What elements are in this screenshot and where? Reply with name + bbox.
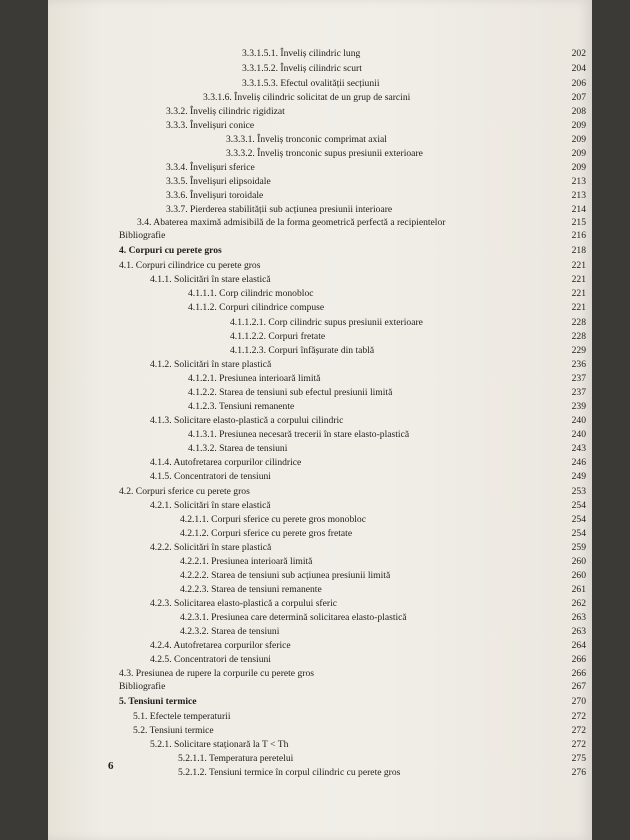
toc-entry-page: 218 — [571, 245, 586, 256]
toc-entry-label: 4.2.2.1. Presiunea interioară limită — [180, 556, 313, 567]
toc-entry-label: 4.2.2. Solicitări în stare plastică — [150, 542, 272, 553]
toc-entry — [150, 274, 586, 286]
toc-entry-label: 4.1.5. Concentratori de tensiuni — [150, 471, 271, 482]
toc-entry — [178, 753, 586, 765]
toc-entry-label: 4.2.3. Solicitarea elasto-plastică a corpului sferic — [150, 598, 338, 609]
toc-entry — [188, 401, 586, 413]
toc-entry-page: 275 — [571, 753, 586, 764]
toc-entry-page: 259 — [571, 542, 586, 553]
toc-entry-page: 262 — [571, 598, 586, 609]
toc-entry-page: 213 — [571, 190, 586, 201]
toc-entry-label: 3.3.1.5.1. Înveliș cilindric lung — [242, 48, 361, 59]
toc-entry — [166, 204, 586, 216]
toc-entry-label: 3.3.1.5.3. Efectul ovalității secțiunii — [242, 78, 380, 89]
toc-entry — [178, 767, 586, 779]
toc-entry-label: 3.3.7. Pierderea stabilității sub acțiunea presiunii interioare — [166, 204, 393, 215]
toc-entry-label: 4.3. Presiunea de rupere la corpurile cu perete gros — [119, 668, 314, 679]
toc-entry-page: 267 — [571, 681, 586, 692]
toc-entry-page: 266 — [571, 668, 586, 679]
toc-entry-label: 3.3.4. Învelișuri sferice — [166, 162, 255, 173]
toc-entry — [150, 598, 586, 610]
toc-entry — [166, 190, 586, 202]
toc-entry — [119, 230, 586, 242]
toc-entry-page: 216 — [571, 230, 586, 241]
toc-entry-page: 272 — [571, 739, 586, 750]
toc-entry — [150, 500, 586, 512]
toc-entry — [150, 654, 586, 666]
toc-entry — [242, 48, 586, 60]
toc-entry-page: 253 — [571, 486, 586, 497]
toc-entry-label: 4.2.4. Autofretarea corpurilor sferice — [150, 640, 291, 651]
toc-entry — [119, 245, 586, 257]
toc-entry-label: 3.3.3.2. Înveliș tronconic supus presiunii exterioare — [226, 148, 423, 159]
toc-entry — [226, 134, 586, 146]
toc-entry — [137, 217, 586, 229]
toc-entry-page: 263 — [571, 626, 586, 637]
toc-entry — [242, 63, 586, 75]
toc-entry — [230, 317, 586, 329]
toc-entry — [188, 429, 586, 441]
toc-entry — [150, 640, 586, 652]
toc-entry-page: 209 — [571, 148, 586, 159]
toc-entry — [166, 176, 586, 188]
toc-entry-page: 221 — [571, 274, 586, 285]
toc-entry — [119, 668, 586, 680]
toc-entry-page: 228 — [571, 331, 586, 342]
toc-entry — [242, 78, 586, 90]
toc-entry — [230, 331, 586, 343]
toc-entry — [166, 162, 586, 174]
toc-entry — [188, 288, 586, 300]
toc-entry-label: 4.1.3.1. Presiunea necesară trecerii în stare elasto-plastică — [188, 429, 410, 440]
toc-entry — [180, 528, 586, 540]
toc-entry-page: 270 — [571, 696, 586, 707]
toc-entry — [188, 373, 586, 385]
toc-entry-label: 5. Tensiuni termice — [119, 696, 197, 707]
toc-entry-label: Bibliografie — [119, 681, 166, 692]
toc-entry-label: 3.4. Abaterea maximă admisibilă de la forma geometrică perfectă a recipientelor — [137, 217, 446, 228]
toc-entry-page: 272 — [571, 725, 586, 736]
toc-entry-page: 240 — [571, 415, 586, 426]
toc-entry-page: 264 — [571, 640, 586, 651]
toc-entry-label: 3.3.5. Învelișuri elipsoidale — [166, 176, 271, 187]
toc-entry-label: 4.2.2.2. Starea de tensiuni sub acțiunea presiunii limită — [180, 570, 391, 581]
toc-entry-label: 4.2.3.2. Starea de tensiuni — [180, 626, 280, 637]
toc-entry-label: 4.1.2.1. Presiunea interioară limită — [188, 373, 321, 384]
toc-entry-page: 261 — [571, 584, 586, 595]
toc-entry — [188, 302, 586, 314]
toc-entry — [180, 556, 586, 568]
toc-entry-label: 4.1.2. Solicitări în stare plastică — [150, 359, 272, 370]
toc-entry — [150, 542, 586, 554]
toc-entry — [203, 92, 586, 104]
toc-entry — [133, 725, 586, 737]
toc-entry-label: 4.2.5. Concentratori de tensiuni — [150, 654, 271, 665]
toc-entry-label: 4.2.1. Solicitări în stare elastică — [150, 500, 271, 511]
toc-entry-label: 3.3.1.5.2. Înveliș cilindric scurt — [242, 63, 362, 74]
toc-entry-page: 213 — [571, 176, 586, 187]
toc-entry-label: 3.3.3.1. Înveliș tronconic comprimat axial — [226, 134, 387, 145]
toc-entry — [150, 415, 586, 427]
toc-entry-page: 254 — [571, 514, 586, 525]
toc-entry — [150, 739, 586, 751]
toc-entry-page: 236 — [571, 359, 586, 370]
toc-entry-label: 5.2. Tensiuni termice — [133, 725, 214, 736]
toc-entry — [119, 486, 586, 498]
toc-entry — [188, 387, 586, 399]
toc-entry-page: 209 — [571, 162, 586, 173]
toc-entry-label: 5.1. Efectele temperaturii — [133, 711, 231, 722]
toc-entry-page: 249 — [571, 471, 586, 482]
toc-entry — [119, 260, 586, 272]
toc-entry-page: 240 — [571, 429, 586, 440]
toc-entry-label: 5.2.1. Solicitare staționară la T < Th — [150, 739, 289, 750]
toc-entry-page: 254 — [571, 500, 586, 511]
toc-entry-page: 221 — [571, 288, 586, 299]
toc-entry-page: 206 — [571, 78, 586, 89]
toc-entry-label: 4. Corpuri cu perete gros — [119, 245, 222, 256]
toc-entry-page: 202 — [571, 48, 586, 59]
toc-entry — [119, 696, 586, 708]
toc-entry-label: 4.1.1.2.3. Corpuri înfășurate din tablă — [230, 345, 375, 356]
toc-entry-label: 4.2.3.1. Presiunea care determină solicitarea elasto-plastică — [180, 612, 407, 623]
toc-entry-label: 4.1.4. Autofretarea corpurilor cilindrice — [150, 457, 302, 468]
toc-entry-page: 263 — [571, 612, 586, 623]
toc-entry-label: 4.2. Corpuri sferice cu perete gros — [119, 486, 250, 497]
toc-entry — [226, 148, 586, 160]
toc-entry — [188, 443, 586, 455]
toc-entry-page: 229 — [571, 345, 586, 356]
toc-entry-label: 4.1.3.2. Starea de tensiuni — [188, 443, 288, 454]
toc-entry-page: 208 — [571, 106, 586, 117]
toc-entry-label: 4.2.1.1. Corpuri sferice cu perete gros monobloc — [180, 514, 366, 525]
toc-entry-label: Bibliografie — [119, 230, 166, 241]
toc-entry-label: 4.1. Corpuri cilindrice cu perete gros — [119, 260, 261, 271]
toc-entry-page: 254 — [571, 528, 586, 539]
toc-entry-page: 272 — [571, 711, 586, 722]
toc-entry-page: 207 — [571, 92, 586, 103]
toc-entry-label: 5.2.1.1. Temperatura peretelui — [178, 753, 294, 764]
toc-entry — [230, 345, 586, 357]
toc-entry-label: 3.3.1.6. Înveliș cilindric solicitat de un grup de sarcini — [203, 92, 411, 103]
toc-entry-page: 237 — [571, 373, 586, 384]
toc-entry-page: 209 — [571, 134, 586, 145]
toc-entry-label: 4.1.3. Solicitare elasto-plastică a corpului cilindric — [150, 415, 344, 426]
toc-entry-label: 3.3.2. Înveliș cilindric rigidizat — [166, 106, 285, 117]
toc-entry — [150, 359, 586, 371]
toc-entry-page: 221 — [571, 302, 586, 313]
toc-entry — [150, 457, 586, 469]
toc-entry-page: 221 — [571, 260, 586, 271]
toc-entry-label: 3.3.6. Învelișuri toroidale — [166, 190, 264, 201]
toc-entry-page: 228 — [571, 317, 586, 328]
toc-entry-page: 214 — [571, 204, 586, 215]
toc-entry-page: 276 — [571, 767, 586, 778]
toc-entry-label: 4.1.2.3. Tensiuni remanente — [188, 401, 295, 412]
toc-entry-page: 246 — [571, 457, 586, 468]
toc-entry — [166, 106, 586, 118]
toc-entry — [150, 471, 586, 483]
toc-entry-label: 4.1.1. Solicitări în stare elastică — [150, 274, 271, 285]
toc-entry-label: 4.2.2.3. Starea de tensiuni remanente — [180, 584, 322, 595]
toc-entry-label: 4.1.1.2. Corpuri cilindrice compuse — [188, 302, 325, 313]
toc-entry-page: 239 — [571, 401, 586, 412]
toc-entry-label: 5.2.1.2. Tensiuni termice în corpul cilindric cu perete gros — [178, 767, 401, 778]
toc-entry-page: 204 — [571, 63, 586, 74]
toc-entry — [180, 570, 586, 582]
toc-entry-label: 4.1.1.2.2. Corpuri fretate — [230, 331, 326, 342]
toc-entry — [180, 514, 586, 526]
toc-entry — [180, 584, 586, 596]
page-number: 6 — [108, 760, 114, 772]
toc-entry-page: 209 — [571, 120, 586, 131]
toc-entry-label: 4.1.2.2. Starea de tensiuni sub efectul presiunii limită — [188, 387, 393, 398]
toc-entry-page: 266 — [571, 654, 586, 665]
toc-entry — [133, 711, 586, 723]
toc-entry-label: 4.2.1.2. Corpuri sferice cu perete gros fretate — [180, 528, 353, 539]
toc-entry — [119, 681, 586, 693]
toc-entry-page: 215 — [571, 217, 586, 228]
toc-entry — [180, 626, 586, 638]
toc-entry — [166, 120, 586, 132]
toc-entry-page: 237 — [571, 387, 586, 398]
toc-entry-label: 3.3.3. Învelișuri conice — [166, 120, 255, 131]
toc-entry — [180, 612, 586, 624]
toc-entry-page: 260 — [571, 570, 586, 581]
book-page — [48, 0, 592, 840]
toc-entry-label: 4.1.1.2.1. Corp cilindric supus presiunii exterioare — [230, 317, 423, 328]
toc-entry-label: 4.1.1.1. Corp cilindric monobloc — [188, 288, 314, 299]
toc-entry-page: 243 — [571, 443, 586, 454]
toc-entry-page: 260 — [571, 556, 586, 567]
